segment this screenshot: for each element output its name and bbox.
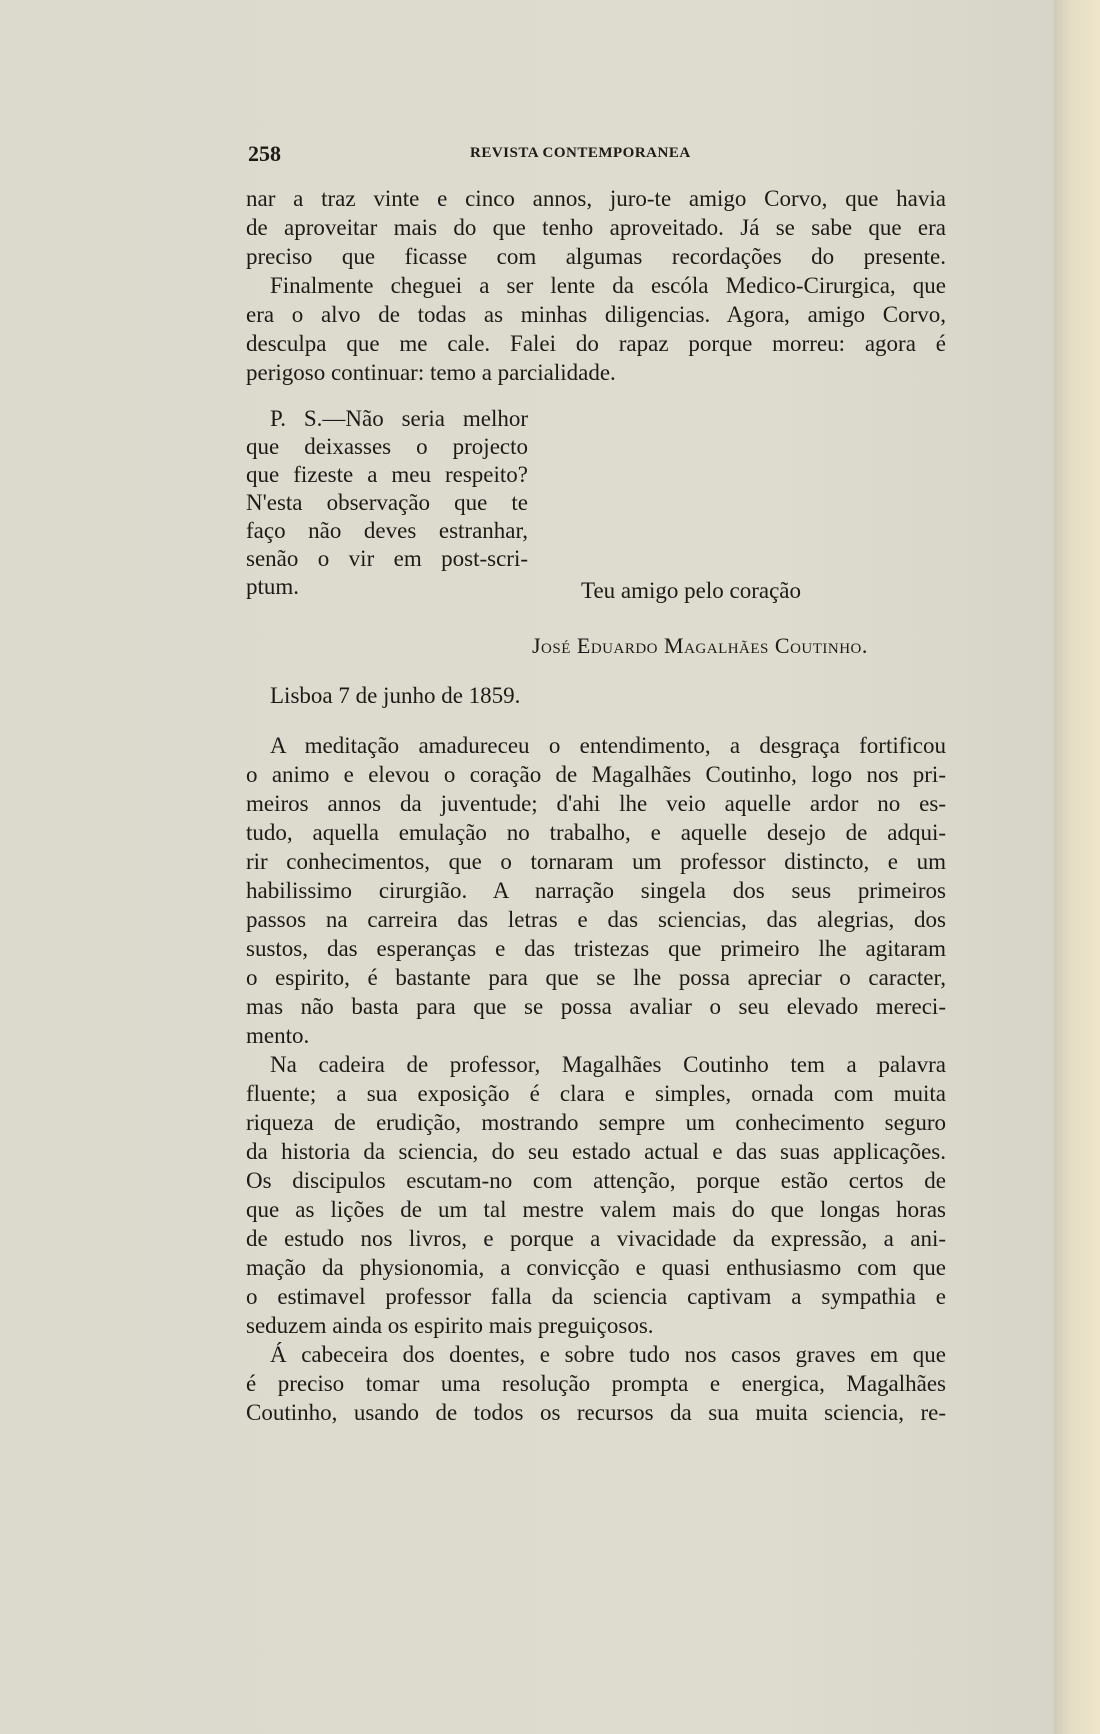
text-line: nar a traz vinte e cinco annos, juro-te amigo Corvo, que havia	[246, 186, 946, 211]
postscript-line: ptum.	[246, 574, 300, 599]
text-line: da historia da sciencia, do seu estado actual e das suas applicações.	[246, 1139, 946, 1164]
text-line: o espirito, é bastante para que se lhe possa apreciar o caracter,	[246, 965, 946, 990]
text-line: preciso que ficasse com algumas recordações do presente.	[246, 244, 946, 269]
running-head: REVISTA CONTEMPORANEA	[470, 145, 691, 161]
postscript-line: senão o vir em post-scri-	[246, 546, 528, 571]
text-line: que as lições de um tal mestre valem mais do que longas horas	[246, 1197, 946, 1222]
page-number: 258	[248, 141, 281, 166]
text-line: Coutinho, usando de todos os recursos da sua muita sciencia, re-	[246, 1400, 946, 1425]
text-line: o animo e elevou o coração de Magalhães Coutinho, logo nos pri-	[246, 762, 946, 787]
letter-dateline: Lisboa 7 de junho de 1859.	[270, 683, 521, 708]
text-line: passos na carreira das letras e das sciencias, das alegrias, dos	[246, 907, 946, 932]
postscript-line: N'esta observação que te	[246, 490, 528, 515]
text-line: Finalmente cheguei a ser lente da escóla Medico-Cirurgica, que	[270, 273, 946, 298]
page-edge	[1054, 0, 1100, 1734]
text-line: mento.	[246, 1023, 310, 1048]
text-line: o estimavel professor falla da sciencia captivam a sympathia e	[246, 1284, 946, 1309]
postscript-line: que deixasses o projecto	[246, 434, 528, 459]
page-header	[248, 141, 948, 169]
text-line: era o alvo de todas as minhas diligencias. Agora, amigo Corvo,	[246, 302, 946, 327]
article-body	[246, 731, 946, 1427]
text-line: de aproveitar mais do que tenho aproveitado. Já se sabe que era	[246, 215, 946, 240]
text-line: de estudo nos livros, e porque a vivacidade da expressão, a ani-	[246, 1226, 946, 1251]
text-line: Os discipulos escutam-no com attenção, porque estão certos de	[246, 1168, 946, 1193]
text-line: habilissimo cirurgião. A narração singela dos seus primeiros	[246, 878, 946, 903]
text-line: mação da physionomia, a convicção e quasi enthusiasmo com que	[246, 1255, 946, 1280]
postscript-line: P. S.—Não seria melhor	[270, 406, 528, 431]
text-line: Á cabeceira dos doentes, e sobre tudo nos casos graves em que	[270, 1342, 946, 1367]
letter-signature: José Eduardo Magalhães Coutinho.	[532, 633, 868, 658]
text-line: A meditação amadureceu o entendimento, a desgraça fortificou	[270, 733, 946, 758]
text-line: rir conhecimentos, que o tornaram um professor distincto, e um	[246, 849, 946, 874]
text-line: tudo, aquella emulação no trabalho, e aquelle desejo de adqui-	[246, 820, 946, 845]
letter-body	[246, 184, 946, 387]
text-line: é preciso tomar uma resolução prompta e energica, Magalhães	[246, 1371, 946, 1396]
postscript	[246, 405, 528, 601]
text-line: meiros annos da juventude; d'ahi lhe veio aquelle ardor no es-	[246, 791, 946, 816]
letter-farewell: Teu amigo pelo coração	[581, 578, 801, 603]
text-line: sustos, das esperanças e das tristezas que primeiro lhe agitaram	[246, 936, 946, 961]
text-line: seduzem ainda os espirito mais preguiçosos.	[246, 1313, 654, 1338]
postscript-line: faço não deves estranhar,	[246, 518, 528, 543]
text-line: riqueza de erudição, mostrando sempre um conhecimento seguro	[246, 1110, 946, 1135]
text-line: fluente; a sua exposição é clara e simples, ornada com muita	[246, 1081, 946, 1106]
text-line: Na cadeira de professor, Magalhães Coutinho tem a palavra	[270, 1052, 946, 1077]
text-line: desculpa que me cale. Falei do rapaz porque morreu: agora é	[246, 331, 946, 356]
text-line: mas não basta para que se possa avaliar o seu elevado mereci-	[246, 994, 946, 1019]
text-line: perigoso continuar: temo a parcialidade.	[246, 360, 616, 385]
postscript-line: que fizeste a meu respeito?	[246, 462, 528, 487]
